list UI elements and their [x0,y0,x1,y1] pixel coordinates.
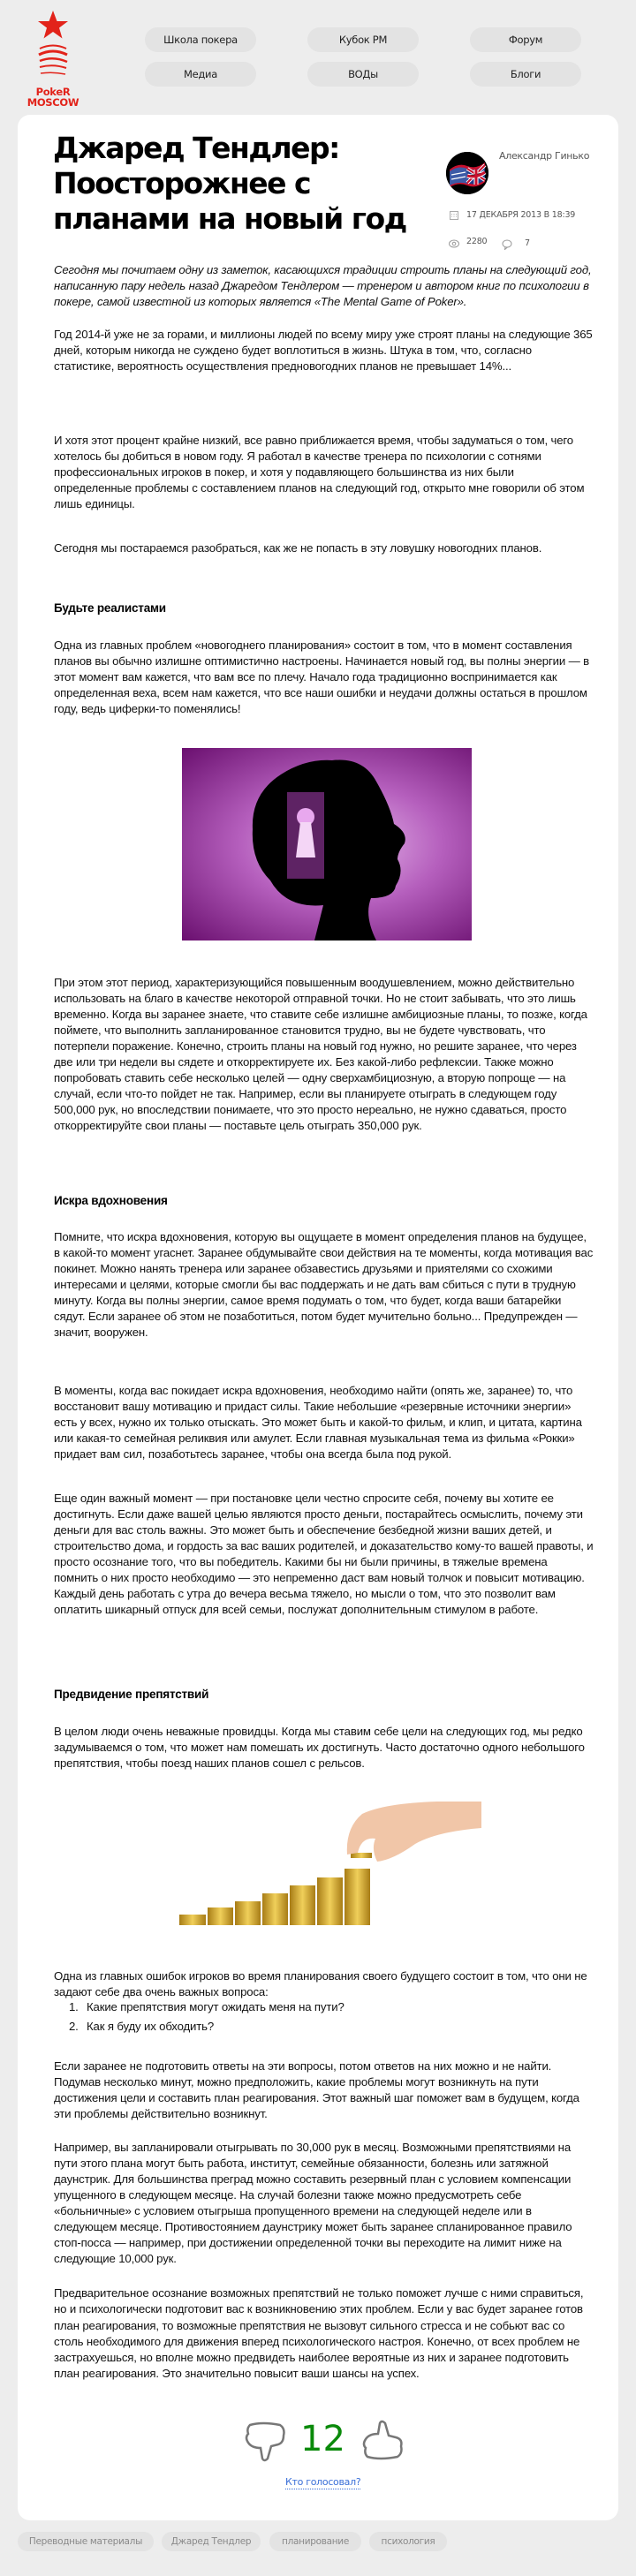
tag-planning[interactable]: планирование [269,2532,361,2551]
logo-text-moscow: MOSCOW [26,96,80,109]
paragraph: Еще один важный момент — при постановке цели честно спросите себя, почему вы хотите ее достигнуть. Если даже вашей целью являются просто деньги, постарайтесь осмыслить, почему эти деньги для вас столь важны. Это может быть и обеспечение безбедной жизни ваших детей, и строительство дома, и гордость за вас ваших родителей, и доказательство кому-то вашей правоты, и просто осознание того, что вы победитель. Какими бы ни были причины, в тяжелые времена помнить о них просто необходимо — это непременно даст вам новый толчок и повысит мотивацию. Каждый день работать с утра до вечера весьма тяжело, но мысли о том, что это позволит вам оплатить шикарный отпуск для всей семьи, послужат дополнительным стимулом в работе. [54,1492,594,1616]
rating-score: 12 [300,2419,345,2459]
paragraph: Например, вы запланировали отыгрывать по 30,000 рук в месяц. Возможными препятствиями на пути этого плана могут быть работа, институт, семейные обязанности, болезнь или затяжной даунстрик. Для большинства преград можно составить резервный план с условием компенсации упущенного в следующем месяце. На случай болезни также можно предусмотреть себе «больничные» с условием отыгрыша пропущенного времени на следующей неделе или в следующем месяце. Противостоянием даунстрику может быть заранее спланированное правило стоп-посса — например, при достижении определенной точки вы переходите на лимит ниже на следующие 10,000 рук. [54,2141,572,2265]
paragraph: При этом этот период, характеризующийся повышенным воодушевлением, можно действительно использовать на благо в качестве некоторой отправной точки. Но не стоит забывать, что это лишь временно. Когда вы заранее знаете, что ставите себе излишне амбициозные планы, то позже, когда поймете, что выполнить запланированное становится трудно, вы не будете чувствовать, что потерпели поражение. Конечно, строить планы на новый год нужно, но решите заранее, что через две или три недели вы сядете и откорректируете их. Без какой-либо рефлексии. Также можно попробовать ставить себе несколько целей — одну сверхамбициозную, а вторую попроще — на случай, если что-то пойдет не так. Например, если вы планируете отыграть в следующем году 500,000 рук, но впоследствии понимаете, что это просто нереально, не нужно сдаваться, просто откорректируйте свои планы — поставьте цель отыграть 350,000 рук. [54,976,587,1132]
views-count: 2280 [466,237,488,246]
eye-icon [449,239,459,248]
section-heading: Будьте реалистами [54,601,166,615]
star-icon [25,9,81,83]
nav-blogs[interactable]: Блоги [470,62,581,87]
paragraph: В моменты, когда вас покидает искра вдохновения, необходимо найти (опять же, заранее) то, что восстановит вашу мотивацию и придаст силы. Такие небольшие «резервные источники энергии» есть у всех, нужно их только отыскать. Это может быть и какой-то фильм, и клип, и цитата, картина или какая-то семейная реликвия или амулет. Если главная музыкальная тема из фильма «Рокки» придает вам сил, позаботьтесь заранее, чтобы она всегда была под рукой. [54,1384,582,1461]
post-date: 17 ДЕКАБРЯ 2013 В 18:39 [466,210,576,220]
tag-jared-tendler[interactable]: Джаред Тендлер [162,2532,261,2551]
paragraph: Одна из главных ошибок игроков во время планирования своего будущего состоит в том, что они не задают себе два очень важных вопроса: [54,1969,587,1998]
thumbs-up-icon[interactable] [362,2420,406,2460]
paragraph: В целом люди очень неважные провидцы. Когда мы ставим себе цели на следующих год, мы редко задумываемся о том, что может нам помешать их достигнуть. Часто достаточно одного небольшого препятствия, чтобы поезд наших планов сошел с рельсов. [54,1725,585,1770]
thumbs-down-icon[interactable] [245,2421,289,2462]
paragraph: Помните, что искра вдохновения, которую вы ощущаете в момент определения планов на будущее, в какой-то момент угаснет. Заранее обдумывайте свои действия на те моменты, когда мотивация вас покинет. Можно нанять тренера или заранее обзавестись друзьями и приятелями со схожими интересами и целями, которые смогли бы вас поддержать и не дать вам сбиться с пути в трудную минуту. Когда вы полны энергии, самое время подумать о том, что будет, когда ваши батарейки сядут. Если заранее об этом не позаботиться, потом будет мучительно больно... Предупрежден — значит, вооружен. [54,1230,594,1339]
paragraph: Год 2014-й уже не за горами, и миллионы людей по всему миру уже строят планы на следующие 365 дней, которым никогда не суждено будет воплотиться в жизнь. Штука в том, что, согласно статистике, вероятность осуществления предновогодних планов не превышает 14%... [54,328,593,373]
coins-stack-image [172,1802,481,1928]
author-name[interactable]: Александр Гинько [499,150,590,162]
section-heading: Искра вдохновения [54,1194,168,1207]
comment-icon[interactable] [502,239,512,250]
flag-image [446,152,488,194]
list-item: 1. Какие препятствия могут ожидать меня на пути? [69,2000,344,2013]
calendar-icon [450,211,458,220]
keyhole-head-image [182,748,472,941]
nav-pm-cup[interactable]: Кубок PM [307,27,419,52]
logo-text-poker: PokeR [35,86,71,98]
who-voted-link[interactable]: Кто голосовал? [285,2476,361,2488]
nav-vods[interactable]: ВОДы [307,62,419,87]
paragraph: Одна из главных проблем «новогоднего планирования» состоит в том, что в момент составления планов вы обычно излишне оптимистично настроены. Начинается новый год, вы полны энергии — в этот момент вам кажется, что вам все по плечу. Начало года традиционно воспринимается как определенная веха, всем нам кажется, что все наши ошибки и неудачи должны остаться в прошлом году, ведь циферки-то поменялись! [54,638,589,715]
comments-count[interactable]: 7 [525,238,530,248]
poker-moscow-logo[interactable] [25,9,81,109]
paragraph: И хотя этот процент крайне низкий, все равно приближается время, чтобы задуматься о том, чего хотелось бы добиться в новом году. Я работал в качестве тренера по психологии с сотнями профессиональных игроков в покер, и хотя у подавляющего большинства из них были определенные проблемы с составлением планов на следующий год, открыто мне говорили об этом лишь единицы. [54,434,585,510]
tag-psychology[interactable]: психология [369,2532,447,2551]
author-avatar[interactable] [446,152,488,194]
tag-translated-materials[interactable]: Переводные материалы [18,2532,154,2551]
paragraph: Предварительное осознание возможных препятствий не только поможет лучше с ними справиться, но и психологически подготовит вас к возникновению этих проблем. Если у вас будет заранее готов план реагирования, то возможные препятствия не вызовут сильного стресса и не собьют вас со столь необходимого для движения вперед психологического настроя. Конечно, от всех проблем не застрахуешься, но вполне можно предвидеть наиболее вероятные из них и заранее подготовить план реагирования. Это значительно повысит ваши шансы на успех. [54,2286,584,2381]
section-heading: Предвидение препятствий [54,1688,209,1701]
paragraph: Если заранее не подготовить ответы на эти вопросы, потом ответов на них можно и не найти. Подумав несколько минут, можно предположить, какие проблемы могут возникнуть на пути достижения цели и составить план реагирования. Этот важный шаг поможет вам в будущем, когда эти проблемы действительно возникнут. [54,2059,579,2120]
article-title: Джаред Тендлер: Поосторожнее с планами на новый год [53,131,406,236]
nav-media[interactable]: Медиа [145,62,256,87]
nav-poker-school[interactable]: Школа покера [145,27,256,52]
nav-forum[interactable]: Форум [470,27,581,52]
list-item: 2. Как я буду их обходить? [69,2020,215,2033]
paragraph: Сегодня мы постараемся разобраться, как же не попасть в эту ловушку новогодних планов. [54,541,542,555]
questions-list [69,1999,344,2038]
intro-paragraph: Сегодня мы почитаем одну из заметок, касающихся традиции строить планы на следующий год, написанную пару недель назад Джаредом Тендлером — тренером и автором книг по психологии в покере, самой известной из которых является «The Mental Game of Poker». [54,263,592,308]
